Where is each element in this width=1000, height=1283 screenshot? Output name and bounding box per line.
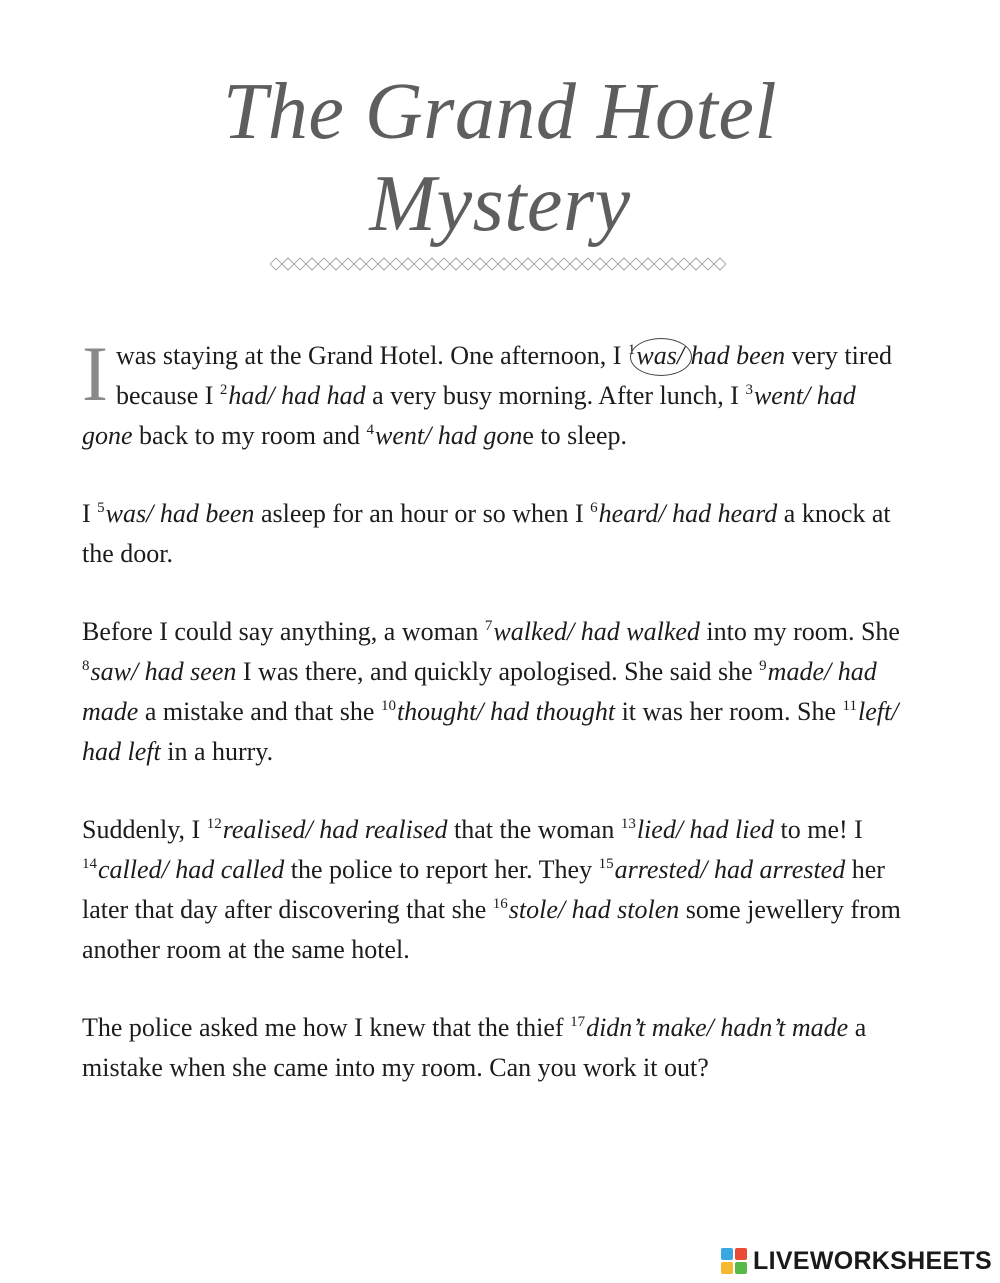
gap-17-options[interactable]: didn’t make/ hadn’t made: [586, 1013, 849, 1042]
title-line-1: The Grand Hotel: [222, 68, 778, 156]
text: it was her room. She: [615, 697, 843, 726]
paragraph-5: [82, 1008, 912, 1088]
text: the police to report her. They: [284, 855, 599, 884]
gap-number-10: 10: [380, 698, 396, 714]
divider-diamond: [366, 258, 378, 270]
text: some jewellery from another room at the same hotel.: [82, 895, 901, 964]
divider-diamond: [390, 258, 402, 270]
divider-diamond: [690, 258, 702, 270]
gap-number-1: 1: [627, 342, 636, 358]
gap-16-options[interactable]: stole/ had stolen: [508, 895, 680, 924]
gap-number-13: 13: [620, 816, 636, 832]
divider-diamond: [522, 258, 534, 270]
divider-diamond: [630, 258, 642, 270]
gap-number-6: 6: [590, 500, 598, 516]
text: her later that day after discovering that she: [82, 855, 885, 924]
gap-number-3: 3: [745, 382, 753, 398]
logo-square-1: [721, 1248, 733, 1260]
divider-diamond: [642, 258, 654, 270]
gap-number-15: 15: [598, 856, 614, 872]
text: very tired because I: [115, 341, 893, 410]
gap-12-options[interactable]: realised/ had realised: [222, 815, 448, 844]
gap-number-8: 8: [82, 658, 90, 674]
text: was staying at the Grand Hotel. One afternoon, I: [115, 341, 628, 370]
divider-diamond: [546, 258, 558, 270]
text: a mistake and that she: [138, 697, 381, 726]
divider-diamond: [294, 258, 306, 270]
divider-diamond: [450, 258, 462, 270]
text: I: [82, 499, 98, 528]
divider-diamond: [570, 258, 582, 270]
gap-9-options[interactable]: made/ had made: [82, 657, 877, 726]
gap-number-11: 11: [842, 698, 857, 714]
text: Before I could say anything, a woman: [82, 617, 485, 646]
gap-number-9: 9: [759, 658, 767, 674]
gap-8-options[interactable]: saw/ had seen: [90, 657, 237, 686]
divider-diamond: [618, 258, 630, 270]
brand-name: LIVEWORKSHEETS: [753, 1246, 992, 1275]
title-line-2: Mystery: [369, 160, 631, 248]
divider-diamond: [606, 258, 618, 270]
text: a very busy morning. After lunch, I: [365, 381, 746, 410]
logo-square-4: [735, 1262, 747, 1274]
divider-diamond: [666, 258, 678, 270]
paragraph-2: [82, 494, 912, 574]
text: back to my room and: [132, 421, 367, 450]
text: Suddenly, I: [82, 815, 207, 844]
divider-diamond: [342, 258, 354, 270]
text: a knock at the door.: [82, 499, 891, 568]
divider-diamond: [654, 258, 666, 270]
divider-diamond: [534, 258, 546, 270]
logo-square-2: [735, 1248, 747, 1260]
divider-diamond: [414, 258, 426, 270]
text: The police asked me how I knew that the thief: [82, 1013, 571, 1042]
gap-number-7: 7: [484, 618, 493, 634]
gap-11-options[interactable]: left/ had left: [82, 697, 899, 766]
liveworksheets-branding[interactable]: [721, 1246, 992, 1276]
text: that the woman: [447, 815, 621, 844]
gap-number-17: 17: [570, 1014, 586, 1030]
divider-diamond: [486, 258, 498, 270]
paragraph-3: [82, 612, 912, 772]
option-text: / had been: [676, 341, 786, 370]
divider-diamond: [714, 258, 726, 270]
divider-diamond: [438, 258, 450, 270]
text: e to sleep.: [522, 421, 628, 450]
drop-cap: I: [82, 330, 108, 417]
divider-diamond: [318, 258, 330, 270]
gap-15-options[interactable]: arrested/ had arrested: [614, 855, 846, 884]
divider-diamond: [594, 258, 606, 270]
text: to me! I: [774, 815, 863, 844]
liveworksheets-logo-icon: [721, 1248, 747, 1274]
divider-diamond: [282, 258, 294, 270]
text: asleep for an hour or so when I: [254, 499, 591, 528]
gap-number-16: 16: [492, 896, 508, 912]
gap-14-options[interactable]: called/ had called: [98, 855, 285, 884]
gap-1-selected-answer[interactable]: [636, 336, 676, 376]
text: I was there, and quickly apologised. She said she: [236, 657, 760, 686]
divider-diamond: [354, 258, 366, 270]
divider-diamond: [330, 258, 342, 270]
gap-number-14: 14: [82, 856, 97, 872]
text: a mistake when she came into my room. Can you work it out?: [82, 1013, 867, 1082]
gap-4-options[interactable]: went/ had gon: [375, 421, 523, 450]
gap-2-options[interactable]: had/ had had: [228, 381, 366, 410]
divider-diamond: [426, 258, 438, 270]
divider-diamond: [582, 258, 594, 270]
divider-diamond: [402, 258, 414, 270]
text: into my room. She: [699, 617, 900, 646]
divider-diamond: [498, 258, 510, 270]
story-text: [82, 330, 912, 1126]
paragraph-1: [82, 330, 912, 456]
gap-number-5: 5: [97, 500, 105, 516]
gap-1-options[interactable]: [636, 341, 785, 370]
paragraph-4: [82, 810, 912, 970]
gap-13-options[interactable]: lied/ had lied: [636, 815, 775, 844]
option-text: was: [636, 341, 677, 370]
gap-number-4: 4: [366, 422, 374, 438]
gap-number-2: 2: [219, 382, 228, 398]
divider-diamond: [474, 258, 486, 270]
page-title: [0, 66, 1000, 250]
divider-diamond: [306, 258, 318, 270]
divider-diamond: [378, 258, 390, 270]
divider-diamond: [462, 258, 474, 270]
divider-diamond: [702, 258, 714, 270]
divider-diamond: [678, 258, 690, 270]
gap-3-options[interactable]: went/ had gone: [82, 381, 856, 450]
divider-diamond: [558, 258, 570, 270]
divider-diamond: [510, 258, 522, 270]
text: in a hurry.: [160, 737, 274, 766]
gap-6-options[interactable]: heard/ had heard: [598, 499, 778, 528]
divider-diamond: [270, 258, 282, 270]
gap-number-12: 12: [206, 816, 222, 832]
gap-10-options[interactable]: thought/ had thought: [396, 697, 616, 726]
ornamental-divider: [270, 257, 726, 271]
gap-7-options[interactable]: walked/ had walked: [493, 617, 700, 646]
logo-square-3: [721, 1262, 733, 1274]
gap-5-options[interactable]: was/ had been: [105, 499, 255, 528]
